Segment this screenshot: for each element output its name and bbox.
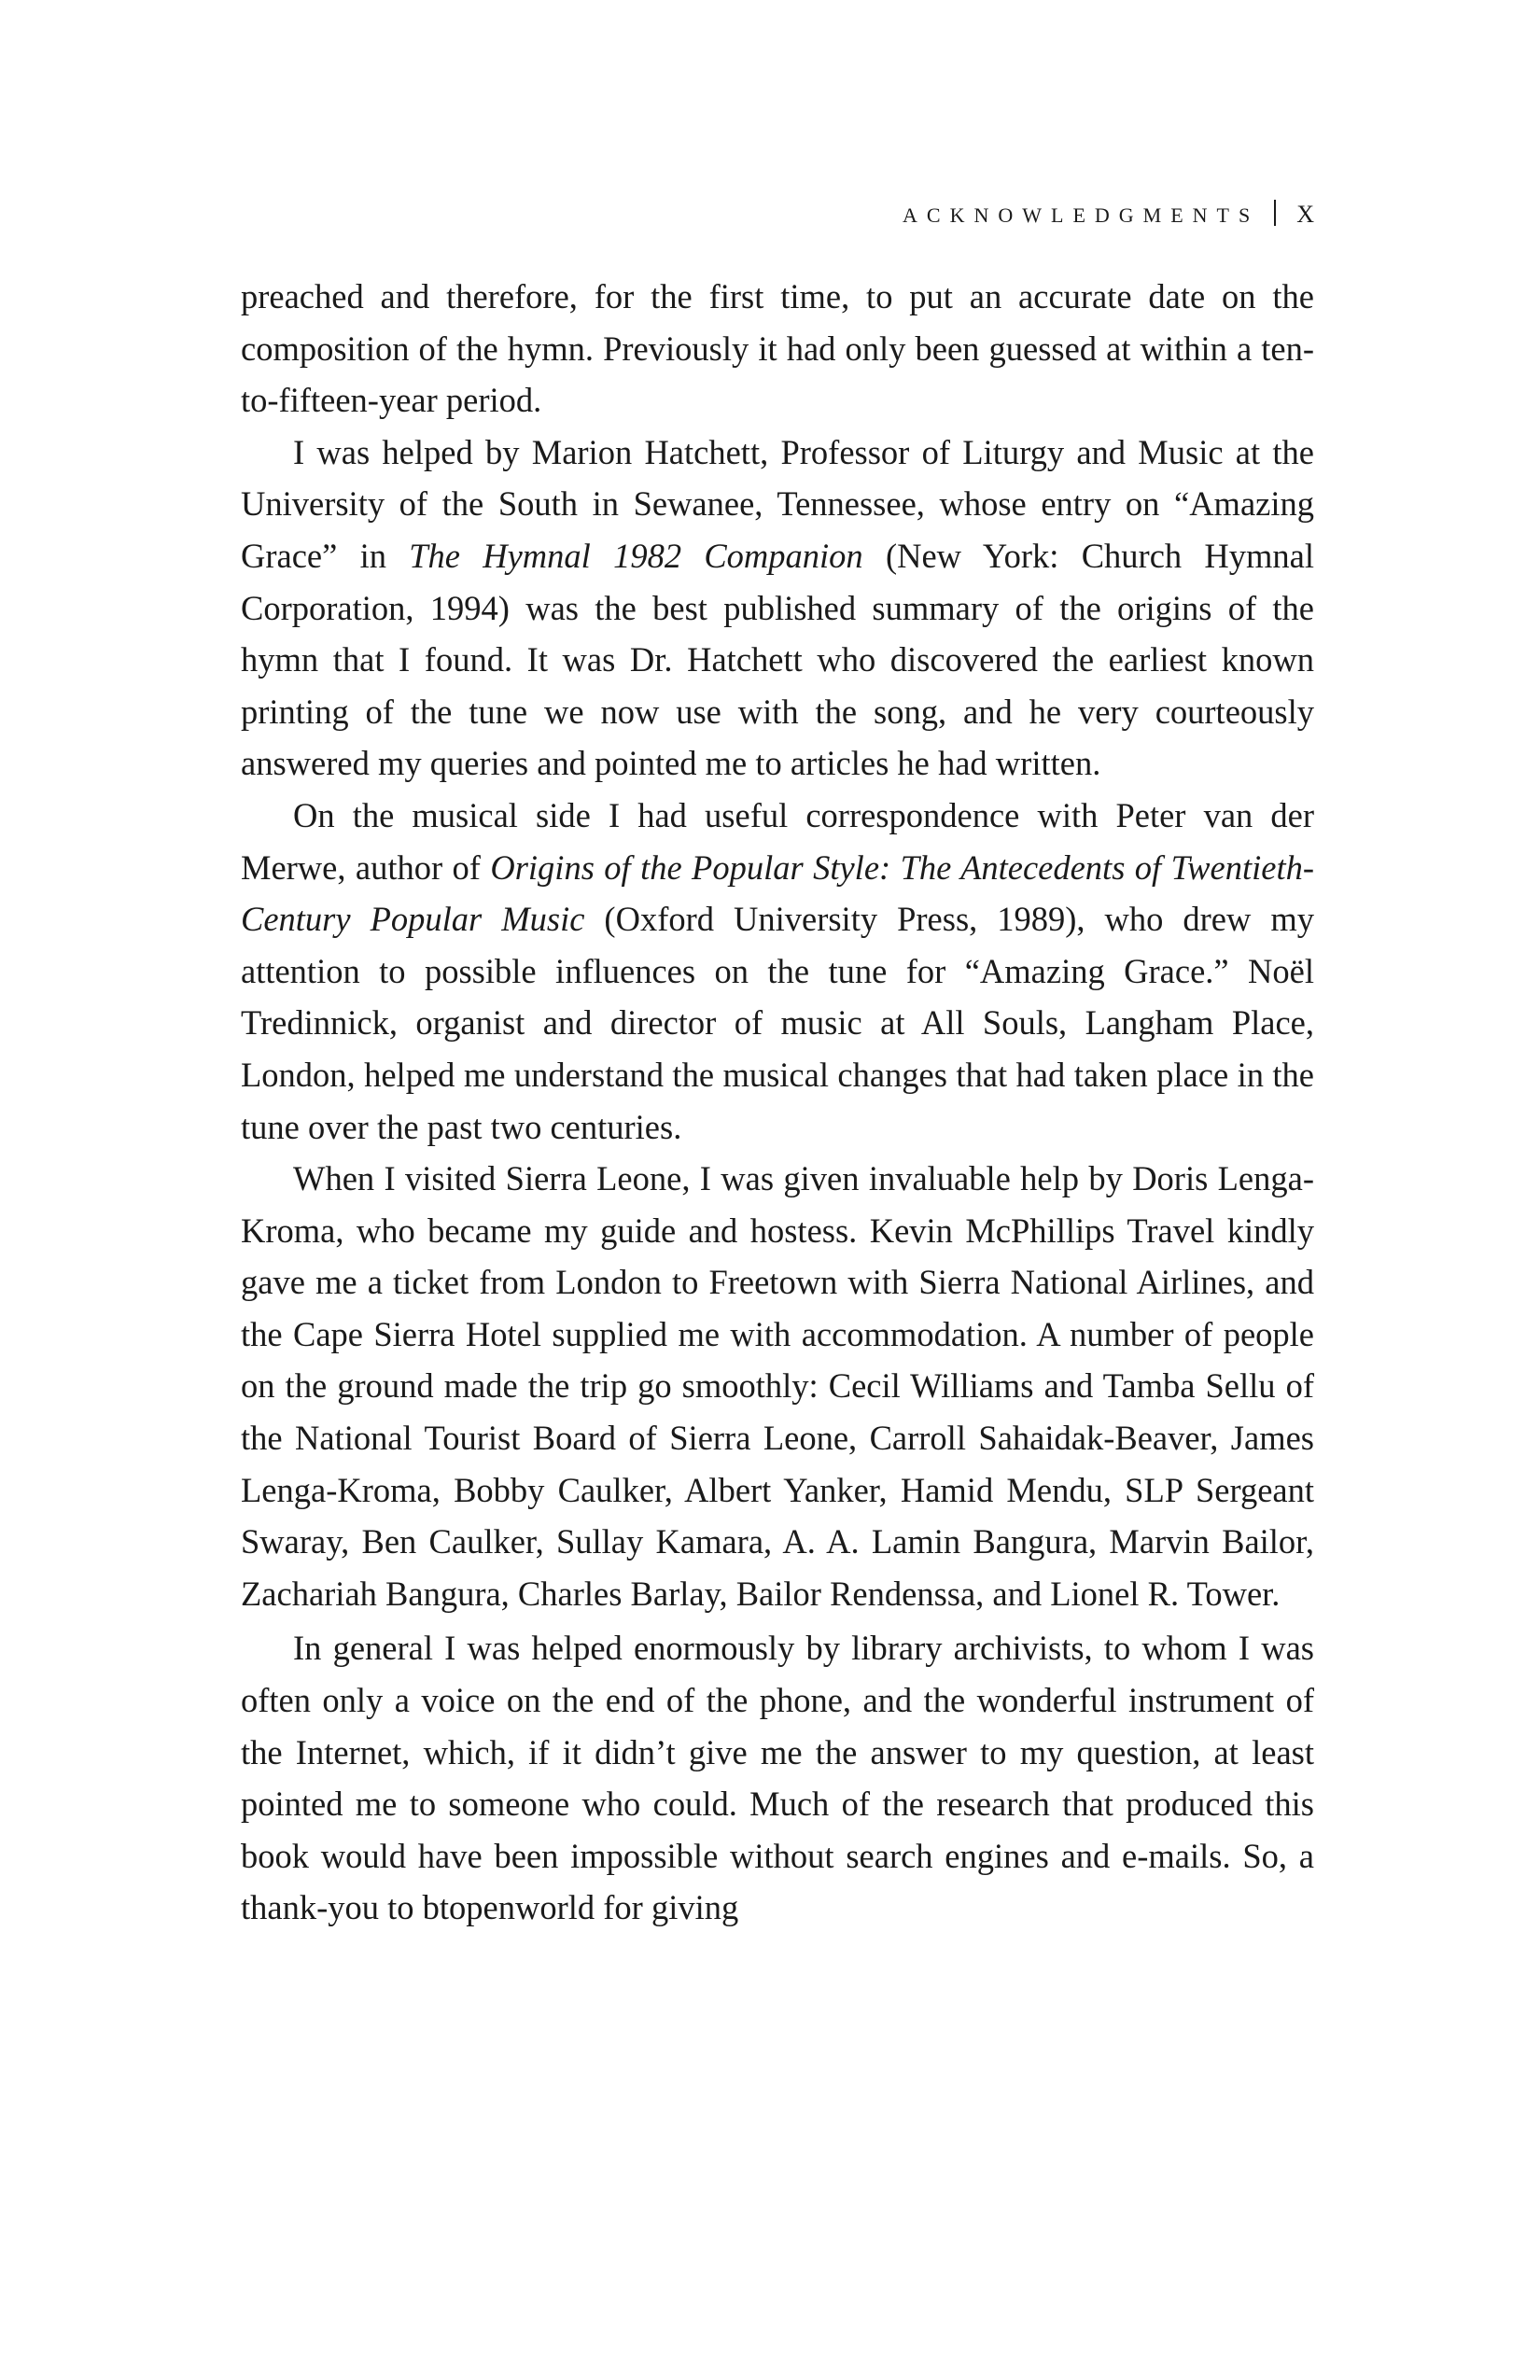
running-head-title: ACKNOWLEDGMENTS bbox=[903, 203, 1260, 227]
text-run: preached and therefore, for the first time, to put an accurate date on the composition of the hymn. Previously it had only been guessed at within a ten-to-fifteen-year period. bbox=[241, 277, 1314, 420]
book-title: Origins of the Popular Style: The Antecedents of Twentieth-Century Popular Music bbox=[241, 847, 1314, 939]
text-run: On the musical side I had useful correspondence with Peter van der Merwe, author of bbox=[241, 795, 1314, 887]
paragraph bbox=[241, 790, 1314, 1153]
text-run: (New York: Church Hymnal Corporation, 1994) was the best published summary of the origins of the hymn that I found. It was Dr. Hatchett who discovered the earliest known printing of the tune we now use with the song, and he very courteously answered my queries and pointed me to articles he had written. bbox=[241, 536, 1314, 783]
paragraph bbox=[241, 427, 1314, 790]
running-head bbox=[241, 196, 1314, 234]
running-head-separator bbox=[1274, 200, 1276, 226]
paragraph-continued bbox=[241, 271, 1314, 427]
paragraph bbox=[241, 1622, 1314, 1934]
text-run: (Oxford University Press, 1989), who drew my attention to possible influences on the tune for “Amazing Grace.” Noël Tredinnick, organist and director of music at All Souls, Langham Place, London, helped me understand the musical changes that had taken place in the tune over the past two centuries. bbox=[241, 900, 1314, 1146]
paragraph bbox=[241, 1153, 1314, 1619]
page-number: X bbox=[1296, 201, 1314, 228]
text-run: I was helped by Marion Hatchett, Professor of Liturgy and Music at the University of the South in Sewanee, Tennessee, whose entry on “Amazing Grace” in bbox=[241, 432, 1314, 575]
book-title: The Hymnal 1982 Companion bbox=[409, 536, 863, 575]
text-run: In general I was helped enormously by library archivists, to whom I was often only a voice on the end of the phone, and the wonderful instrument of the Internet, which, if it didn’t give me the answer to my question, at least pointed me to someone who could. Much of the research that produced this book would have been impossible without search engines and e-mails. So, a thank-you to btopenworld for giving bbox=[241, 1629, 1314, 1927]
text-run: When I visited Sierra Leone, I was given invaluable help by Doris Lenga-Kroma, who became my guide and hostess. Kevin McPhillips Travel kindly gave me a ticket from London to Freetown with Sierra National Airlines, and the Cape Sierra Hotel supplied me with accommodation. A number of people on the ground made the trip go smoothly: Cecil Williams and Tamba Sellu of the National Tourist Board of Sierra Leone, Carroll Sahaidak-Beaver, James Lenga-Kroma, Bobby Caulker, Albert Yanker, Hamid Mendu, SLP Sergeant Swaray, Ben Caulker, Sullay Kamara, A. A. Lamin Bangura, Marvin Bailor, Zachariah Bangura, Charles Barlay, Bailor Rendenssa, and Lionel R. Tower. bbox=[241, 1159, 1314, 1613]
body-text bbox=[241, 271, 1314, 1934]
